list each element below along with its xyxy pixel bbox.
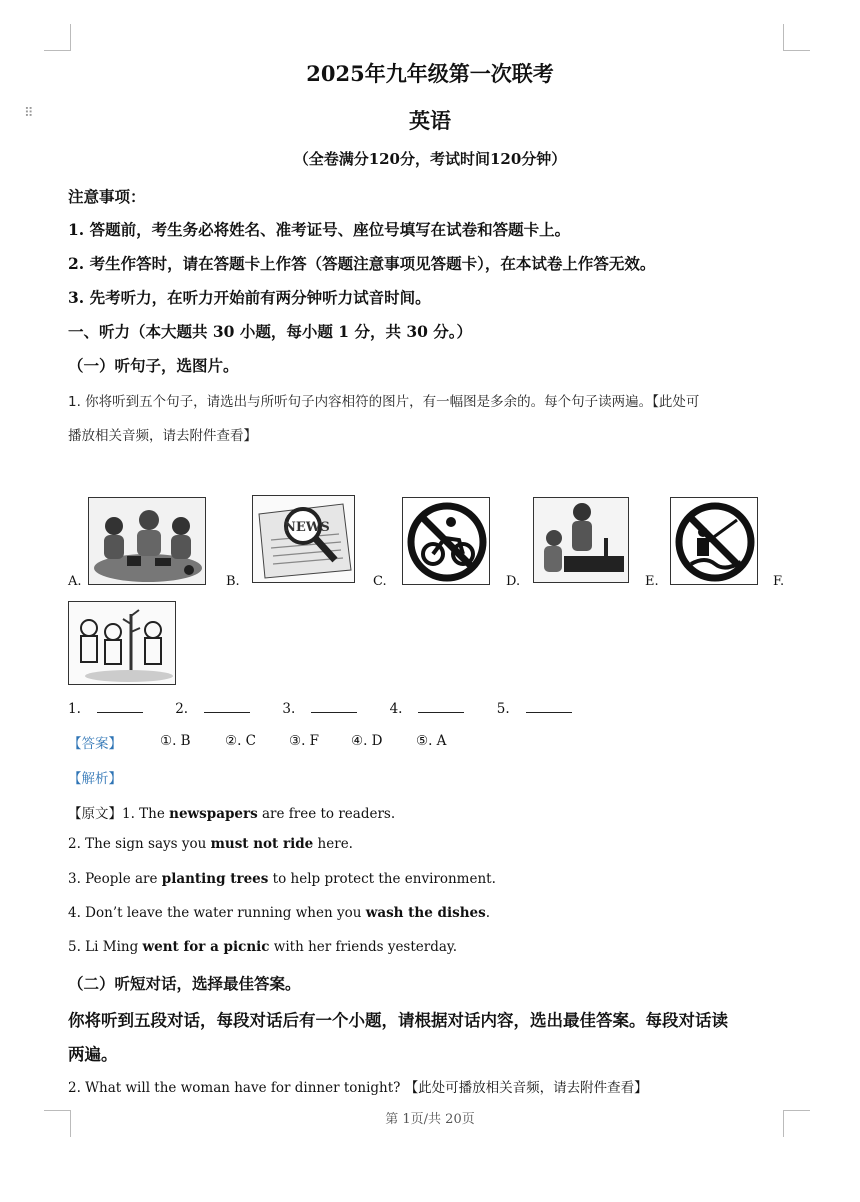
drag-handle-icon[interactable]: ⠿ [24,106,33,121]
exam-subject: 英语 [409,108,451,133]
option-label: F. [773,574,785,589]
answer-blank[interactable] [97,700,143,713]
part-instruction: 两遍。 [68,1045,118,1064]
answer-item: ②. C [225,733,257,749]
script-tag: 【原文】 [68,806,122,822]
exam-subtitle: （全卷满分120分，考试时间120分钟） [293,150,567,168]
blank-number: 1. [68,701,81,717]
blank-number: 2. [175,701,189,717]
section-heading: 一、听力（本大题共 30 小题，每小题 1 分，共 30 分。） [68,322,473,341]
planting-trees-image [68,601,176,685]
page-number: 第 1页/共 20页 [385,1112,475,1127]
part-instruction: 你将听到五段对话，每段对话后有一个小题，请根据对话内容，选出最佳答案。每段对话读 [68,1011,728,1030]
answer-blank[interactable] [526,700,572,713]
answer-item: ④. D [351,733,383,749]
notice-item: 2. 考生作答时，请在答题卡上作答（答题注意事项见答题卡），在本试卷上作答无效。 [68,254,656,273]
page-corner-mark [783,24,810,51]
answer-blank[interactable] [418,700,464,713]
option-label: C. [373,574,387,589]
notice-heading: 注意事项： [68,187,146,206]
question-2: 2. What will the woman have for dinner tonight? 【此处可播放相关音频，请去附件查看】 [68,1080,648,1096]
part-heading: （二）听短对话，选择最佳答案。 [68,974,301,993]
option-label: D. [506,574,521,589]
picnic-image [88,497,206,585]
answer-blanks [68,700,600,717]
answer-blank[interactable] [204,700,250,713]
blank-number: 3. [282,701,296,717]
option-label: E. [645,574,659,589]
newspaper-image [252,495,355,583]
answer-item: ①. B [160,733,191,749]
transcript-sentence: 5. Li Ming went for a picnic with her friends yesterday. [68,939,458,955]
part-heading: （一）听句子，选图片。 [68,356,239,375]
transcript-sentence: 4. Don’t leave the water running when you wash the dishes. [68,905,490,921]
no-fishing-sign-image [670,497,758,585]
option-label: B. [226,574,240,589]
exam-title: 2025年九年级第一次联考 [306,61,554,86]
washing-dishes-image [533,497,629,583]
option-label: A. [68,574,82,589]
question-instruction: 播放相关音频，请去附件查看】 [68,428,257,444]
answer-tag: 【答案】 [68,736,122,752]
answer-item: ③. F [289,733,320,749]
question-instruction: 1. 你将听到五个句子，请选出与所听句子内容相符的图片，有一幅图是多余的。每个句子读两遍。【此处可 [68,394,700,410]
notice-item: 3. 先考听力，在听力开始前有两分钟听力试音时间。 [68,288,431,307]
notice-item: 1. 答题前，考生务必将姓名、准考证号、座位号填写在试卷和答题卡上。 [68,220,571,239]
transcript-sentence: 2. The sign says you must not ride here. [68,836,353,852]
transcript-sentence: 【原文】1. The newspapers are free to readers. [68,806,396,822]
blank-number: 5. [496,701,510,717]
transcript-sentence: 3. People are planting trees to help protect the environment. [68,871,496,887]
analysis-tag: 【解析】 [68,771,122,787]
no-cycling-sign-image [402,497,490,585]
blank-number: 4. [389,701,403,717]
newspaper-headline: NEWS [284,520,330,535]
answer-blank[interactable] [311,700,357,713]
answer-item: ⑤. A [416,733,447,749]
page-corner-mark [44,24,71,51]
